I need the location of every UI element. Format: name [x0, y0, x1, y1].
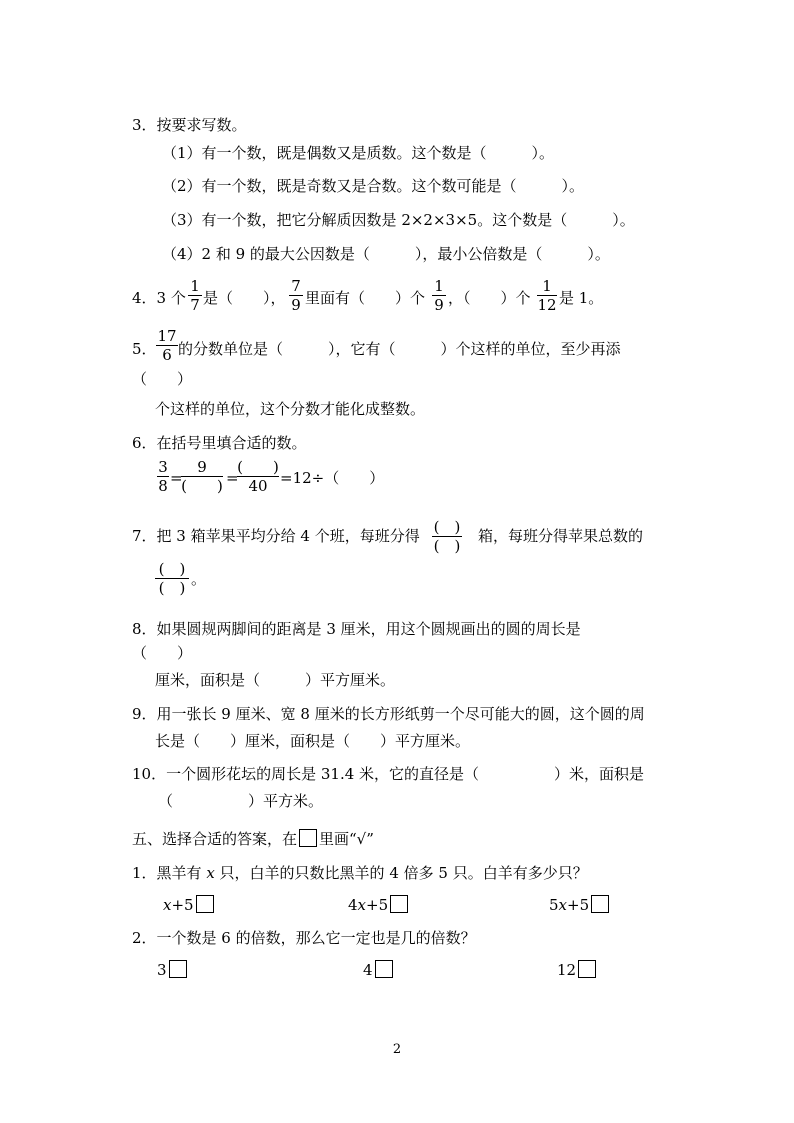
choice-2-option-c [557, 960, 596, 980]
choice-1-question [132, 863, 588, 883]
q6-title: 6．在括号里填合适的数。 [132, 434, 307, 452]
q4-text-2: 里面有（ ）个 [305, 289, 426, 307]
q8-text-3: 厘米，面积是（ ）平方厘米。 [155, 671, 396, 689]
q6-fraction-1 [157, 459, 169, 494]
q5-text-1: 的分数单位是（ ），它有（ ）个这样的单位，至少再添 [178, 340, 621, 358]
q4-f2-denominator: 9 [291, 296, 301, 314]
q4-num: 4．3 个 [132, 289, 186, 307]
q7-text-3: 。 [191, 570, 207, 588]
q3-sub1: （1）有一个数，既是偶数又是质数。这个数是（ ）。 [162, 144, 555, 162]
checkbox-icon [299, 829, 317, 847]
answer-checkbox[interactable] [375, 960, 393, 978]
option-c-variable: x [558, 896, 568, 914]
q7-f2-denominator: ( ) [158, 579, 186, 597]
q3-sub2: （2）有一个数，既是奇数又是合数。这个数可能是（ ）。 [162, 177, 585, 195]
q9-text-2: 长是（ ）厘米，面积是（ ）平方厘米。 [155, 732, 471, 750]
q7-f2-numerator: ( ) [158, 560, 186, 578]
choice-1-text-2: 只，白羊的只数比黑羊的 4 倍多 5 只。白羊有多少只？ [214, 864, 588, 882]
choice-2-option-b [363, 960, 393, 980]
q10-text-1: 10．一个圆形花坛的周长是 31.4 米，它的直径是（ ）米，面积是 [132, 765, 645, 783]
option-b-variable: x [357, 896, 367, 914]
q6-f2-numerator: 9 [197, 458, 207, 476]
answer-checkbox[interactable] [196, 895, 214, 913]
option-a-text: +5 [171, 896, 194, 914]
choice-1-option-c [549, 895, 609, 915]
q4-fraction-2 [289, 278, 303, 313]
q8-text-2: （ ） [132, 644, 193, 662]
q6-f2-denominator: ( ) [181, 477, 223, 495]
option-b-text: 4 [363, 961, 373, 979]
choice-1-option-b [348, 895, 408, 915]
q6-fraction-3 [237, 459, 279, 494]
q3-sub3: （3）有一个数，把它分解质因数是 2×2×3×5。这个数是（ ）。 [162, 211, 635, 229]
q4-f2-numerator: 7 [291, 277, 301, 295]
option-a-variable: x [163, 896, 172, 914]
q4-fraction-3 [432, 278, 446, 313]
option-c-text: 12 [557, 961, 577, 979]
choice-2-option-a [157, 960, 187, 980]
q8-text-1: 8．如果圆规两脚间的距离是 3 厘米，用这个圆规画出的圆的周长是 [132, 620, 581, 638]
q6-tail: =12÷（ ） [280, 469, 385, 487]
q7-text-2: 箱，每班分得苹果总数的 [478, 527, 644, 545]
option-c-text: +5 [567, 896, 590, 914]
q3-title: 3．按要求写数。 [132, 116, 247, 134]
answer-checkbox[interactable] [169, 960, 187, 978]
q7-fraction-2 [155, 561, 189, 596]
q4-f3-numerator: 1 [434, 277, 444, 295]
q7-f1-denominator: ( ) [433, 537, 461, 555]
option-a-text: 3 [157, 961, 167, 979]
q5-text-3: 个这样的单位，这个分数才能化成整数。 [155, 400, 426, 418]
q6-f3-numerator: ( ) [237, 458, 279, 476]
q4-f1-denominator: 7 [190, 296, 200, 314]
q5-fraction [156, 328, 178, 363]
answer-checkbox[interactable] [578, 960, 596, 978]
q5-f-numerator: 17 [157, 327, 177, 345]
q4-f4-denominator: 12 [537, 296, 557, 314]
choice-1-text-1: 1．黑羊有 [132, 864, 207, 882]
q6-equals-1: = [170, 469, 183, 487]
q9-text-1: 9．用一张长 9 厘米、宽 8 厘米的长方形纸剪一个尽可能大的圆，这个圆的周 [132, 705, 645, 723]
q4-fraction-1 [188, 278, 202, 313]
q3-sub4: （4）2 和 9 的最大公因数是（ ），最小公倍数是（ ）。 [162, 245, 610, 263]
q5-num: 5． [132, 340, 157, 358]
q4-text-3: ，（ ）个 [448, 289, 531, 307]
q6-f1-denominator: 8 [158, 477, 168, 495]
option-b-coefficient: 4 [348, 896, 358, 914]
q6-equals-2: = [226, 469, 239, 487]
q4-fraction-4 [537, 278, 557, 313]
q4-text-4: 是 1。 [559, 289, 604, 307]
q6-fraction-2 [181, 459, 223, 494]
q7-text-1: 7．把 3 箱苹果平均分给 4 个班，每班分得 [132, 527, 420, 545]
q10-text-2: （ ）平方米。 [158, 792, 324, 810]
section-5-text-2: 里画“√” [319, 830, 374, 848]
q5-text-2: （ ） [132, 370, 193, 388]
q4-f1-numerator: 1 [190, 277, 200, 295]
page-number: 2 [392, 1042, 402, 1057]
q4-f3-denominator: 9 [434, 296, 444, 314]
q6-f3-denominator: 40 [248, 477, 268, 495]
q4-f4-numerator: 1 [542, 277, 552, 295]
choice-1-option-a [163, 895, 214, 915]
q4-text-1: 是（ ）， [203, 289, 286, 307]
q7-f1-numerator: ( ) [433, 518, 461, 536]
option-b-text: +5 [366, 896, 389, 914]
section-5-heading [132, 829, 374, 849]
q6-f1-numerator: 3 [158, 458, 168, 476]
option-c-coefficient: 5 [549, 896, 559, 914]
choice-1-variable: x [206, 864, 215, 882]
answer-checkbox[interactable] [591, 895, 609, 913]
section-5-text-1: 五、选择合适的答案，在 [132, 830, 298, 848]
q7-fraction-1 [432, 519, 462, 554]
choice-2-question: 2．一个数是 6 的倍数，那么它一定也是几的倍数？ [132, 929, 476, 947]
q5-f-denominator: 6 [162, 346, 172, 364]
answer-checkbox[interactable] [390, 895, 408, 913]
